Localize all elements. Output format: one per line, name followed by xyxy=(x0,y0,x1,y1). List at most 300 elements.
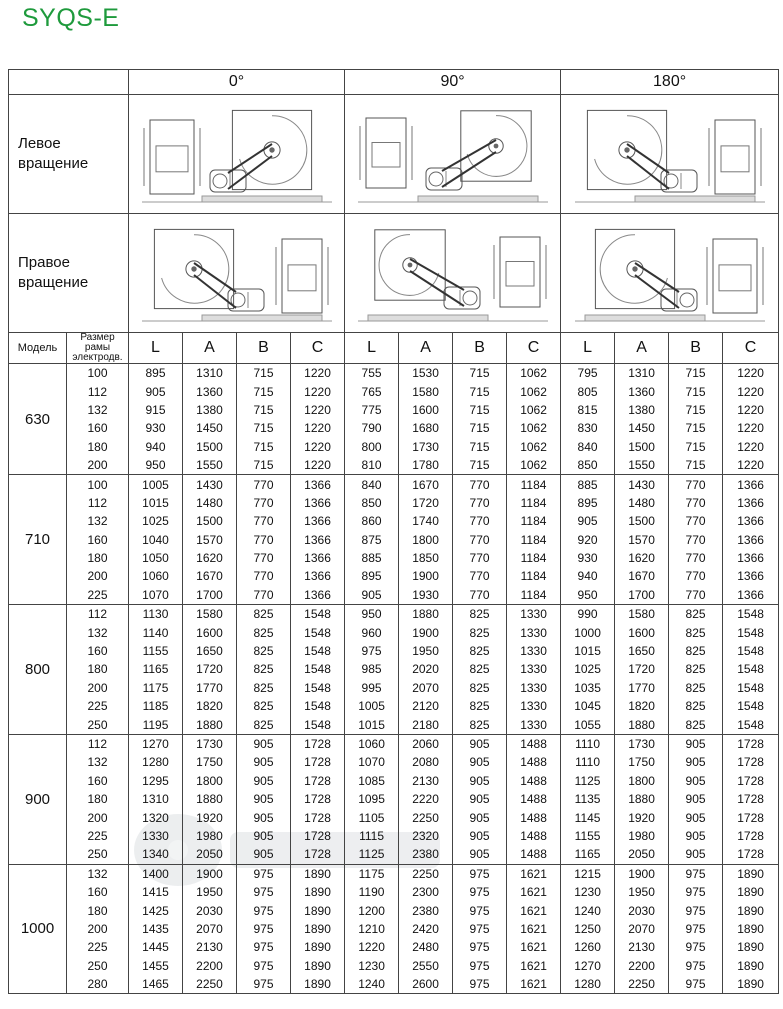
dimension-cell: 825 xyxy=(669,623,723,641)
dimension-cell: 2250 xyxy=(399,808,453,826)
dimension-cell: 1270 xyxy=(561,957,615,975)
dimension-cell: 1062 xyxy=(507,438,561,456)
table-row xyxy=(9,920,779,938)
dimension-cell: 2380 xyxy=(399,845,453,864)
table-row xyxy=(9,975,779,994)
dimension-cell: 1455 xyxy=(129,957,183,975)
dimension-cell: 975 xyxy=(669,938,723,956)
model-column-header: Модель xyxy=(9,333,67,364)
dimension-cell: 1650 xyxy=(615,642,669,660)
table-row xyxy=(9,475,779,494)
dimension-cell: 1728 xyxy=(723,790,779,808)
table-row xyxy=(9,456,779,475)
dimension-cell: 1015 xyxy=(561,642,615,660)
dimension-cell: 975 xyxy=(669,864,723,883)
dimension-cell: 1366 xyxy=(723,567,779,585)
dimension-cell: 875 xyxy=(345,531,399,549)
dimension-cell: 1700 xyxy=(183,586,237,605)
frame-size-cell: 132 xyxy=(67,512,129,530)
dimension-cell: 885 xyxy=(561,475,615,494)
dimension-cell: 1550 xyxy=(183,456,237,475)
table-row xyxy=(9,790,779,808)
frame-size-cell: 112 xyxy=(67,382,129,400)
dimension-cell: 1366 xyxy=(291,586,345,605)
dimension-cell: 1980 xyxy=(615,827,669,845)
angle-180-header: 180° xyxy=(561,70,779,95)
dimension-cell: 1548 xyxy=(723,679,779,697)
dimension-cell: 1950 xyxy=(399,642,453,660)
dimension-cell: 1621 xyxy=(507,864,561,883)
dimension-cell: 895 xyxy=(129,364,183,383)
dimension-cell: 1548 xyxy=(723,642,779,660)
dimension-cell: 1380 xyxy=(615,401,669,419)
dimension-cell: 1015 xyxy=(129,494,183,512)
dimension-cell: 1548 xyxy=(723,715,779,734)
table-row xyxy=(9,419,779,437)
dimension-cell: 975 xyxy=(453,901,507,919)
dimension-cell: 995 xyxy=(345,679,399,697)
frame-size-cell: 112 xyxy=(67,494,129,512)
dimension-cell: 815 xyxy=(561,401,615,419)
dimension-cell: 1900 xyxy=(615,864,669,883)
dimension-cell: 1500 xyxy=(183,512,237,530)
dimension-cell: 975 xyxy=(453,957,507,975)
frame-size-cell: 200 xyxy=(67,567,129,585)
fan-drawing-icon xyxy=(132,217,342,329)
dimension-cell: 1050 xyxy=(129,549,183,567)
dimension-cell: 1062 xyxy=(507,364,561,383)
table-row xyxy=(9,364,779,383)
table-row xyxy=(9,957,779,975)
dimension-cell: 1260 xyxy=(561,938,615,956)
frame-size-cell: 132 xyxy=(67,864,129,883)
dimension-cell: 1890 xyxy=(291,901,345,919)
model-cell: 1000 xyxy=(9,864,67,994)
dimension-cell: 2060 xyxy=(399,734,453,753)
dimension-cell: 975 xyxy=(237,957,291,975)
dimension-cell: 1025 xyxy=(129,512,183,530)
dimension-cell: 825 xyxy=(453,660,507,678)
frame-size-cell: 200 xyxy=(67,456,129,475)
dimension-cell: 1085 xyxy=(345,772,399,790)
dimension-cell: 1500 xyxy=(615,438,669,456)
dimension-cell: 1435 xyxy=(129,920,183,938)
dimension-cell: 2130 xyxy=(183,938,237,956)
dimension-cell: 715 xyxy=(453,382,507,400)
dimension-cell: 2200 xyxy=(615,957,669,975)
dimension-cell: 1220 xyxy=(723,419,779,437)
frame-size-cell: 180 xyxy=(67,549,129,567)
frame-size-cell: 112 xyxy=(67,734,129,753)
model-cell: 900 xyxy=(9,734,67,864)
dimension-cell: 715 xyxy=(453,456,507,475)
dimension-cell: 1400 xyxy=(129,864,183,883)
dimension-cell: 1728 xyxy=(291,734,345,753)
dimension-cell: 2600 xyxy=(399,975,453,994)
dimension-cell: 1215 xyxy=(561,864,615,883)
dimension-cell: 800 xyxy=(345,438,399,456)
dimension-cell: 1488 xyxy=(507,753,561,771)
dim-header: A xyxy=(615,333,669,364)
frame-size-cell: 112 xyxy=(67,605,129,624)
dimension-cell: 840 xyxy=(561,438,615,456)
dimension-cell: 1110 xyxy=(561,753,615,771)
dimension-cell: 755 xyxy=(345,364,399,383)
dimension-cell: 1920 xyxy=(615,808,669,826)
dimension-cell: 905 xyxy=(129,382,183,400)
table-row xyxy=(9,605,779,624)
dimension-cell: 1110 xyxy=(561,734,615,753)
dimension-cell: 1184 xyxy=(507,549,561,567)
dimension-cell: 1220 xyxy=(291,401,345,419)
dimension-cell: 1890 xyxy=(723,864,779,883)
dimension-cell: 1728 xyxy=(723,808,779,826)
dimension-cell: 905 xyxy=(453,734,507,753)
dimension-cell: 1950 xyxy=(183,883,237,901)
dimension-cell: 825 xyxy=(453,715,507,734)
dimension-cell: 1890 xyxy=(723,883,779,901)
dimension-cell: 1450 xyxy=(183,419,237,437)
dimension-cell: 1270 xyxy=(129,734,183,753)
dimension-cell: 1880 xyxy=(183,790,237,808)
dimension-cell: 2020 xyxy=(399,660,453,678)
dimension-cell: 1366 xyxy=(723,531,779,549)
dimension-cell: 1190 xyxy=(345,883,399,901)
dimension-cell: 905 xyxy=(669,808,723,826)
dimension-cell: 905 xyxy=(669,827,723,845)
model-group-900 xyxy=(9,734,779,864)
dimension-cell: 975 xyxy=(345,642,399,660)
table-row xyxy=(9,827,779,845)
fan-drawing-icon xyxy=(348,217,558,329)
dimension-cell: 2220 xyxy=(399,790,453,808)
dimension-cell: 1890 xyxy=(291,938,345,956)
dimension-cell: 1620 xyxy=(615,549,669,567)
dimension-cell: 1095 xyxy=(345,790,399,808)
dimension-cell: 1330 xyxy=(507,605,561,624)
dimension-cell: 770 xyxy=(237,494,291,512)
table-row xyxy=(9,883,779,901)
dimension-cell: 1750 xyxy=(183,753,237,771)
diagram-left-0 xyxy=(129,95,345,214)
dimension-cell: 1175 xyxy=(129,679,183,697)
frame-size-cell: 225 xyxy=(67,586,129,605)
dimension-cell: 2080 xyxy=(399,753,453,771)
dimension-cell: 1250 xyxy=(561,920,615,938)
dimension-cell: 1728 xyxy=(723,772,779,790)
dimension-cell: 715 xyxy=(669,456,723,475)
table-row xyxy=(9,567,779,585)
dimension-cell: 1115 xyxy=(345,827,399,845)
dimension-cell: 770 xyxy=(669,531,723,549)
dimension-cell: 1728 xyxy=(291,753,345,771)
table-row xyxy=(9,382,779,400)
dimension-cell: 1184 xyxy=(507,586,561,605)
dimension-cell: 2480 xyxy=(399,938,453,956)
dimension-cell: 975 xyxy=(237,938,291,956)
dimension-cell: 1500 xyxy=(615,512,669,530)
dimension-cell: 1165 xyxy=(129,660,183,678)
dimension-cell: 770 xyxy=(453,512,507,530)
frame-size-cell: 132 xyxy=(67,623,129,641)
dimension-cell: 1621 xyxy=(507,975,561,994)
dimension-cell: 825 xyxy=(237,679,291,697)
dimension-cell: 985 xyxy=(345,660,399,678)
dimension-cell: 795 xyxy=(561,364,615,383)
dimension-cell: 2320 xyxy=(399,827,453,845)
angle-0-header: 0° xyxy=(129,70,345,95)
corner-cell xyxy=(9,70,129,95)
dimension-cell: 1155 xyxy=(561,827,615,845)
dimension-cell: 1480 xyxy=(183,494,237,512)
dimension-cell: 1620 xyxy=(183,549,237,567)
dimension-cell: 770 xyxy=(669,475,723,494)
dimension-cell: 1580 xyxy=(399,382,453,400)
dimension-cell: 770 xyxy=(237,567,291,585)
dimension-cell: 715 xyxy=(453,419,507,437)
table-row xyxy=(9,845,779,864)
dimension-cell: 825 xyxy=(453,697,507,715)
frame-size-cell: 160 xyxy=(67,531,129,549)
dimension-cell: 770 xyxy=(237,549,291,567)
model-group-630 xyxy=(9,364,779,475)
dimension-cell: 1295 xyxy=(129,772,183,790)
dimension-cell: 975 xyxy=(237,920,291,938)
dimension-cell: 770 xyxy=(669,494,723,512)
dimension-cell: 1366 xyxy=(723,586,779,605)
dimension-cell: 1060 xyxy=(345,734,399,753)
dimension-cell: 770 xyxy=(669,549,723,567)
table-row xyxy=(9,531,779,549)
dimension-cell: 1670 xyxy=(183,567,237,585)
model-group-800 xyxy=(9,605,779,735)
dimension-cell: 975 xyxy=(669,957,723,975)
dimension-cell: 1488 xyxy=(507,827,561,845)
dimension-cell: 1425 xyxy=(129,901,183,919)
dimension-cell: 1240 xyxy=(345,975,399,994)
dimension-cell: 905 xyxy=(561,512,615,530)
dimension-cell: 905 xyxy=(237,790,291,808)
dimension-cell: 1890 xyxy=(291,975,345,994)
dimension-cell: 2070 xyxy=(399,679,453,697)
dimension-cell: 1062 xyxy=(507,401,561,419)
dimension-cell: 1621 xyxy=(507,957,561,975)
dimension-cell: 775 xyxy=(345,401,399,419)
frame-size-cell: 225 xyxy=(67,697,129,715)
dimension-cell: 1890 xyxy=(291,864,345,883)
dimension-cell: 1890 xyxy=(723,920,779,938)
dimension-cell: 905 xyxy=(237,772,291,790)
dimension-cell: 770 xyxy=(237,512,291,530)
dimension-cell: 1621 xyxy=(507,901,561,919)
dimension-cell: 1330 xyxy=(507,679,561,697)
dimension-cell: 1280 xyxy=(129,753,183,771)
dimension-cell: 1621 xyxy=(507,938,561,956)
diagram-right-90 xyxy=(345,214,561,333)
dimension-cell: 1580 xyxy=(183,605,237,624)
frame-size-cell: 160 xyxy=(67,883,129,901)
dimension-cell: 1035 xyxy=(561,679,615,697)
dimension-cell: 1220 xyxy=(723,438,779,456)
dimension-cell: 905 xyxy=(669,790,723,808)
dimension-cell: 1720 xyxy=(615,660,669,678)
dimension-cell: 1220 xyxy=(723,364,779,383)
dimension-cell: 715 xyxy=(669,364,723,383)
frame-size-cell: 100 xyxy=(67,475,129,494)
table-row xyxy=(9,753,779,771)
dimension-cell: 825 xyxy=(237,697,291,715)
dimension-cell: 1728 xyxy=(291,845,345,864)
dimension-cell: 1195 xyxy=(129,715,183,734)
dimension-cell: 715 xyxy=(237,438,291,456)
table-row xyxy=(9,901,779,919)
dimension-cell: 1680 xyxy=(399,419,453,437)
dimension-cell: 905 xyxy=(453,772,507,790)
dim-header: L xyxy=(129,333,183,364)
dimension-cell: 2070 xyxy=(615,920,669,938)
dimension-cell: 1062 xyxy=(507,419,561,437)
dimension-cell: 860 xyxy=(345,512,399,530)
table-row xyxy=(9,642,779,660)
dimension-cell: 1005 xyxy=(129,475,183,494)
dimension-cell: 905 xyxy=(669,753,723,771)
dimension-cell: 1366 xyxy=(291,475,345,494)
dimension-cell: 1488 xyxy=(507,808,561,826)
dimension-cell: 1366 xyxy=(723,512,779,530)
dimension-cell: 905 xyxy=(237,827,291,845)
diagram-left-180 xyxy=(561,95,779,214)
dimension-cell: 1728 xyxy=(291,790,345,808)
dimension-cell: 1930 xyxy=(399,586,453,605)
dimension-cell: 1728 xyxy=(723,753,779,771)
dimension-cell: 1040 xyxy=(129,531,183,549)
dimension-cell: 1950 xyxy=(615,883,669,901)
frame-size-cell: 132 xyxy=(67,401,129,419)
dimension-cell: 1570 xyxy=(183,531,237,549)
dimension-cell: 770 xyxy=(237,586,291,605)
dimension-cell: 1890 xyxy=(291,957,345,975)
table-row xyxy=(9,697,779,715)
dimension-cell: 1800 xyxy=(399,531,453,549)
dimension-cell: 1330 xyxy=(507,715,561,734)
dimension-cell: 1140 xyxy=(129,623,183,641)
dimension-cell: 765 xyxy=(345,382,399,400)
dimension-cell: 1240 xyxy=(561,901,615,919)
dimension-cell: 1900 xyxy=(399,567,453,585)
frame-size-cell: 180 xyxy=(67,438,129,456)
dimension-cell: 1380 xyxy=(183,401,237,419)
dimension-cell: 770 xyxy=(453,586,507,605)
dim-header: B xyxy=(669,333,723,364)
table-row xyxy=(9,401,779,419)
dimension-cell: 1045 xyxy=(561,697,615,715)
dimension-cell: 1850 xyxy=(399,549,453,567)
dimension-cell: 825 xyxy=(669,642,723,660)
dimension-cell: 2200 xyxy=(183,957,237,975)
dimension-cell: 1310 xyxy=(183,364,237,383)
dimension-cell: 715 xyxy=(669,382,723,400)
frame-size-cell: 250 xyxy=(67,957,129,975)
dimension-cell: 1360 xyxy=(615,382,669,400)
dimension-cell: 825 xyxy=(237,642,291,660)
dimension-cell: 1330 xyxy=(507,697,561,715)
dimension-cell: 825 xyxy=(237,605,291,624)
dimension-cell: 1548 xyxy=(291,605,345,624)
dimension-cell: 1155 xyxy=(129,642,183,660)
frame-size-cell: 160 xyxy=(67,642,129,660)
dimension-cell: 1548 xyxy=(291,623,345,641)
table-row xyxy=(9,494,779,512)
dimension-cell: 905 xyxy=(669,845,723,864)
dimension-cell: 825 xyxy=(453,679,507,697)
dimension-cell: 2030 xyxy=(183,901,237,919)
dimension-cell: 1366 xyxy=(723,475,779,494)
dimension-cell: 825 xyxy=(237,623,291,641)
table-row xyxy=(9,549,779,567)
dimension-cell: 2300 xyxy=(399,883,453,901)
dimension-cell: 1770 xyxy=(183,679,237,697)
dimension-cell: 940 xyxy=(561,567,615,585)
dimension-cell: 1070 xyxy=(345,753,399,771)
model-cell: 800 xyxy=(9,605,67,735)
model-group-710 xyxy=(9,475,779,605)
dimension-cell: 1880 xyxy=(615,790,669,808)
angle-90-header: 90° xyxy=(345,70,561,95)
column-header-row xyxy=(9,333,779,364)
dimension-cell: 1445 xyxy=(129,938,183,956)
model-cell: 630 xyxy=(9,364,67,475)
dimension-cell: 1200 xyxy=(345,901,399,919)
dimension-cell: 2380 xyxy=(399,901,453,919)
dimension-cell: 1450 xyxy=(615,419,669,437)
dimension-cell: 1890 xyxy=(291,920,345,938)
dimension-cell: 1890 xyxy=(723,901,779,919)
dimension-cell: 770 xyxy=(453,531,507,549)
dimension-cell: 715 xyxy=(237,382,291,400)
dimension-cell: 2420 xyxy=(399,920,453,938)
dimension-cell: 975 xyxy=(669,883,723,901)
dimension-cell: 1184 xyxy=(507,531,561,549)
dimension-cell: 1600 xyxy=(183,623,237,641)
dimension-cell: 2120 xyxy=(399,697,453,715)
page-title: SYQS-E xyxy=(22,4,120,32)
right-rotation-label: Правое вращение xyxy=(9,214,129,333)
dimension-cell: 905 xyxy=(453,753,507,771)
dimension-cell: 1220 xyxy=(723,456,779,475)
frame-size-cell: 200 xyxy=(67,920,129,938)
dimension-cell: 1670 xyxy=(399,475,453,494)
dimension-cell: 825 xyxy=(237,715,291,734)
dimension-cell: 990 xyxy=(561,605,615,624)
dimension-cell: 1890 xyxy=(723,957,779,975)
dimension-cell: 1488 xyxy=(507,734,561,753)
dimension-cell: 1366 xyxy=(291,494,345,512)
dimension-cell: 1890 xyxy=(723,938,779,956)
dimension-cell: 1480 xyxy=(615,494,669,512)
dimension-cell: 1880 xyxy=(615,715,669,734)
dimension-cell: 1220 xyxy=(723,382,779,400)
dimension-cell: 1310 xyxy=(615,364,669,383)
dimension-cell: 1062 xyxy=(507,382,561,400)
dimension-cell: 1366 xyxy=(291,512,345,530)
dimension-cell: 1920 xyxy=(183,808,237,826)
frame-size-cell: 132 xyxy=(67,753,129,771)
frame-size-cell: 180 xyxy=(67,901,129,919)
dimension-cell: 1570 xyxy=(615,531,669,549)
dimension-cell: 1000 xyxy=(561,623,615,641)
left-rotation-label: Левое вращение xyxy=(9,95,129,214)
dimension-cell: 1728 xyxy=(723,734,779,753)
